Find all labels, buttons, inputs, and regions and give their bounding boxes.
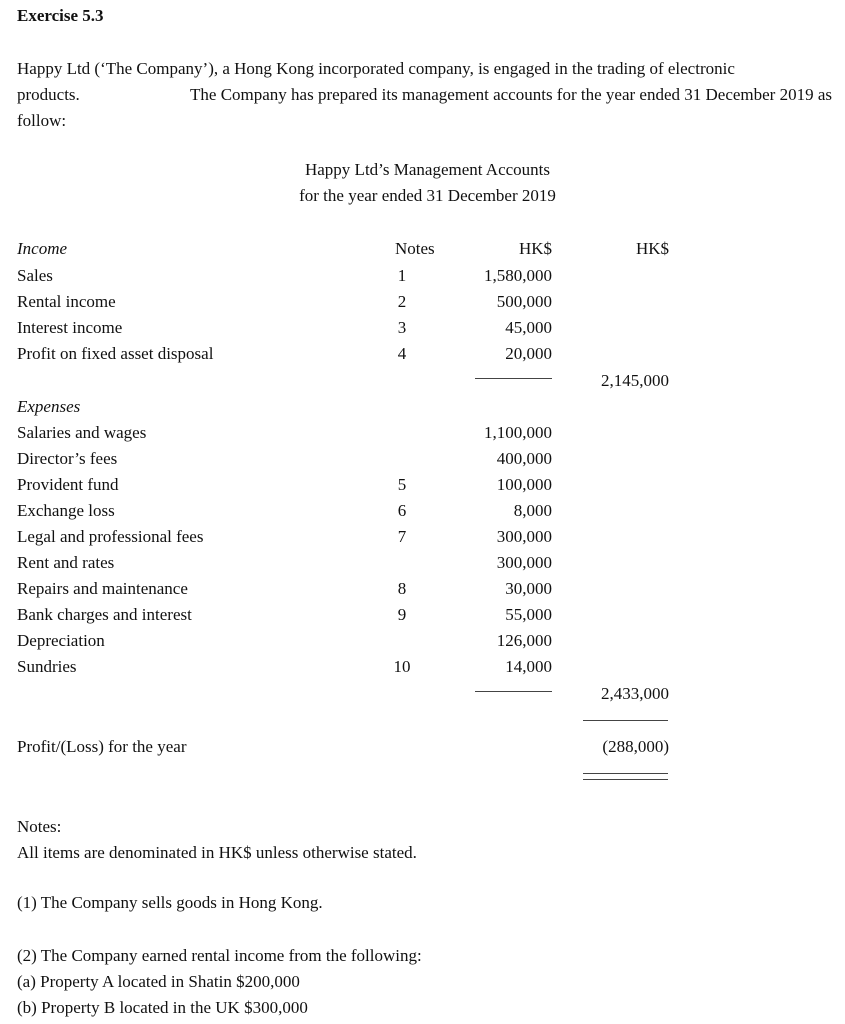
income-label: Profit on fixed asset disposal — [17, 344, 214, 363]
expense-label: Sundries — [17, 657, 77, 676]
double-rule-top — [583, 773, 668, 774]
expense-amount: 8,000 — [513, 501, 552, 520]
notes-heading: Notes: — [17, 817, 62, 836]
expense-amount: 1,100,000 — [484, 423, 552, 442]
expense-note: 8 — [397, 579, 407, 598]
expenses-total: 2,433,000 — [601, 684, 669, 703]
income-amount: 500,000 — [496, 292, 552, 311]
intro-line-2 — [17, 82, 832, 108]
income-note: 1 — [397, 266, 407, 285]
intro-paragraph — [17, 56, 832, 134]
total-rule — [583, 720, 668, 721]
expense-amount: 30,000 — [505, 579, 552, 598]
income-label: Interest income — [17, 318, 123, 337]
statement-title: Happy Ltd’s Management Accounts — [304, 160, 551, 179]
double-rule-bottom — [583, 779, 668, 780]
expense-amount: 300,000 — [496, 553, 552, 572]
intro-line-1: Happy Ltd (‘The Company’), a Hong Kong incorporated company, is engaged in the trading of electronic — [17, 59, 735, 78]
hkd-column-2-header: HK$ — [635, 239, 669, 258]
statement-subtitle: for the year ended 31 December 2019 — [299, 186, 556, 205]
intro-line-3: follow: — [17, 111, 67, 130]
income-amount: 45,000 — [505, 318, 552, 337]
income-amount: 1,580,000 — [484, 266, 552, 285]
result-value: (288,000) — [602, 737, 669, 756]
expense-label: Salaries and wages — [17, 423, 147, 442]
income-label: Rental income — [17, 292, 116, 311]
expense-amount: 100,000 — [496, 475, 552, 494]
note-2-b: (b) Property B located in the UK $300,000 — [17, 998, 308, 1017]
income-total: 2,145,000 — [601, 371, 669, 390]
expense-amount: 14,000 — [505, 657, 552, 676]
expense-amount: 400,000 — [496, 449, 552, 468]
notes-denomination: All items are denominated in HK$ unless otherwise stated. — [17, 843, 417, 862]
note-1: (1) The Company sells goods in Hong Kong. — [17, 893, 323, 912]
expense-label: Bank charges and interest — [17, 605, 192, 624]
expense-note: 6 — [397, 501, 407, 520]
exercise-title: Exercise 5.3 — [17, 6, 104, 25]
expense-amount: 300,000 — [496, 527, 552, 546]
expense-note: 10 — [393, 657, 411, 676]
expenses-subtotal-rule — [475, 691, 552, 692]
expense-note: 9 — [397, 605, 407, 624]
result-label: Profit/(Loss) for the year — [17, 737, 187, 756]
expense-label: Director’s fees — [17, 449, 118, 468]
expense-amount: 55,000 — [505, 605, 552, 624]
note-2-intro: (2) The Company earned rental income from the following: — [17, 946, 422, 965]
income-heading: Income — [17, 239, 68, 258]
expenses-heading: Expenses — [17, 397, 81, 416]
expense-label: Rent and rates — [17, 553, 115, 572]
expense-note: 7 — [397, 527, 407, 546]
income-amount: 20,000 — [505, 344, 552, 363]
intro-line-2-start: products. — [17, 85, 80, 104]
expense-note: 5 — [397, 475, 407, 494]
expense-label: Repairs and maintenance — [17, 579, 188, 598]
expense-label: Provident fund — [17, 475, 119, 494]
expense-label: Legal and professional fees — [17, 527, 204, 546]
hkd-column-1-header: HK$ — [518, 239, 552, 258]
expense-label: Depreciation — [17, 631, 105, 650]
note-2-a: (a) Property A located in Shatin $200,000 — [17, 972, 300, 991]
income-note: 2 — [397, 292, 407, 311]
income-note: 3 — [397, 318, 407, 337]
intro-line-2-rest: The Company has prepared its management accounts for the year ended 31 December 2019 as — [190, 85, 832, 104]
income-note: 4 — [397, 344, 407, 363]
notes-column-header: Notes — [395, 239, 435, 258]
income-subtotal-rule — [475, 378, 552, 379]
expense-amount: 126,000 — [496, 631, 552, 650]
expense-label: Exchange loss — [17, 501, 115, 520]
income-label: Sales — [17, 266, 53, 285]
